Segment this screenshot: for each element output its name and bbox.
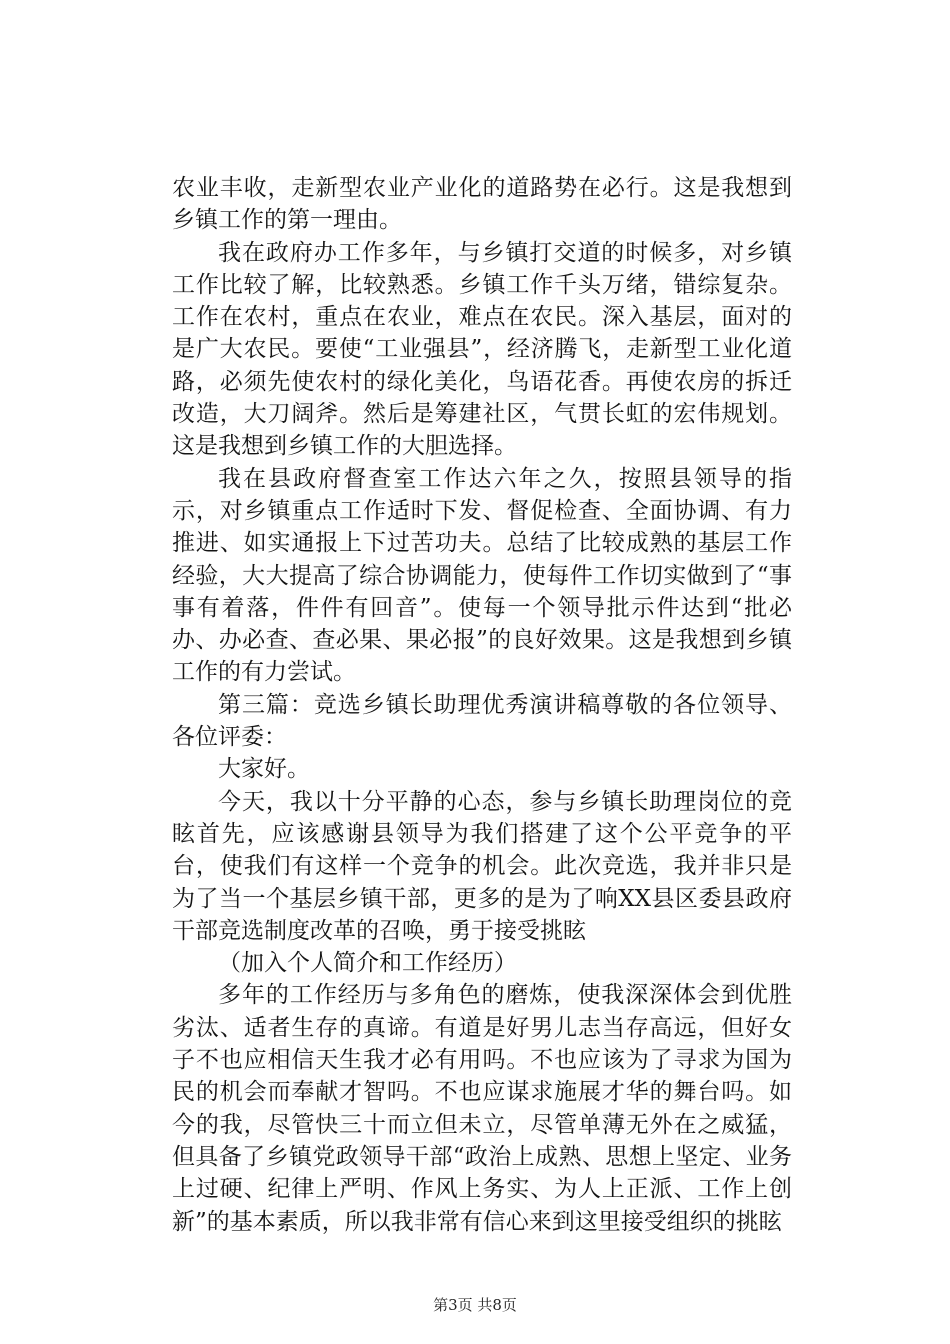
greeting: 大家好。 <box>218 756 310 783</box>
section-heading: 第三篇：竞选乡镇长助理优秀演讲稿尊敬的各位领导、各位评委： <box>172 691 792 751</box>
paragraph-5: 多年的工作经历与多角色的磨炼，使我深深体会到优胜劣汰、适者生存的真谛。有道是好男儿志当存高远，但好女子不也应相信天生我才必有用吗。不也应该为了寻求为国为民的机会而奉献才智吗。不也应谋求施展才华的舞台吗。如今的我，尽管快三十而立但未立，尽管单薄无外在之威猛，但具备了乡镇党政领导干部“政治上成熟、思想上坚定、业务上过硬、纪律上严明、作风上务实、为人上正派、工作上创新”的基本素质，所以我非常有信心来到这里接受组织的挑眩 <box>172 982 792 1235</box>
paragraph-2: 我在政府办工作多年，与乡镇打交道的时候多，对乡镇工作比较了解，比较熟悉。乡镇工作千头万绪，错综复杂。工作在农村，重点在农业，难点在农民。深入基层，面对的是广大农民。要使“工业强县”，经济腾飞，走新型工业化道路，必须先使农村的绿化美化，鸟语花香。再使农房的拆迁改造，大刀阔斧。然后是筹建社区，气贯长虹的宏伟规划。这是我想到乡镇工作的大胆选择。 <box>172 239 792 460</box>
paragraph-1: 农业丰收，走新型农业产业化的道路势在必行。这是我想到乡镇工作的第一理由。 <box>172 175 792 234</box>
paragraph-4: 今天，我以十分平静的心态，参与乡镇长助理岗位的竞眩首先，应该感谢县领导为我们搭建了这个公平竞争的平台，使我们有这样一个竞争的机会。此次竞选，我并非只是为了当一个基层乡镇干部，更多的是为了响XX县区委县政府干部竞选制度改革的召唤，勇于接受挑眩 <box>172 788 792 944</box>
page-footer: 第3页 共8页 <box>433 1296 517 1314</box>
paragraph-3: 我在县政府督查室工作达六年之久，按照县领导的指示，对乡镇重点工作适时下发、督促检查、全面协调、有力推进、如实通报上下过苦功夫。总结了比较成熟的基层工作经验，大大提高了综合协调能力，使每件工作切实做到了“事事有着落，件件有回音”。使每一个领导批示件达到“批必办、办必查、查必果、果必报”的良好效果。这是我想到乡镇工作的有力尝试。 <box>172 465 792 686</box>
placeholder-note: （加入个人简介和工作经历） <box>218 950 517 977</box>
document-body <box>172 172 792 1238</box>
